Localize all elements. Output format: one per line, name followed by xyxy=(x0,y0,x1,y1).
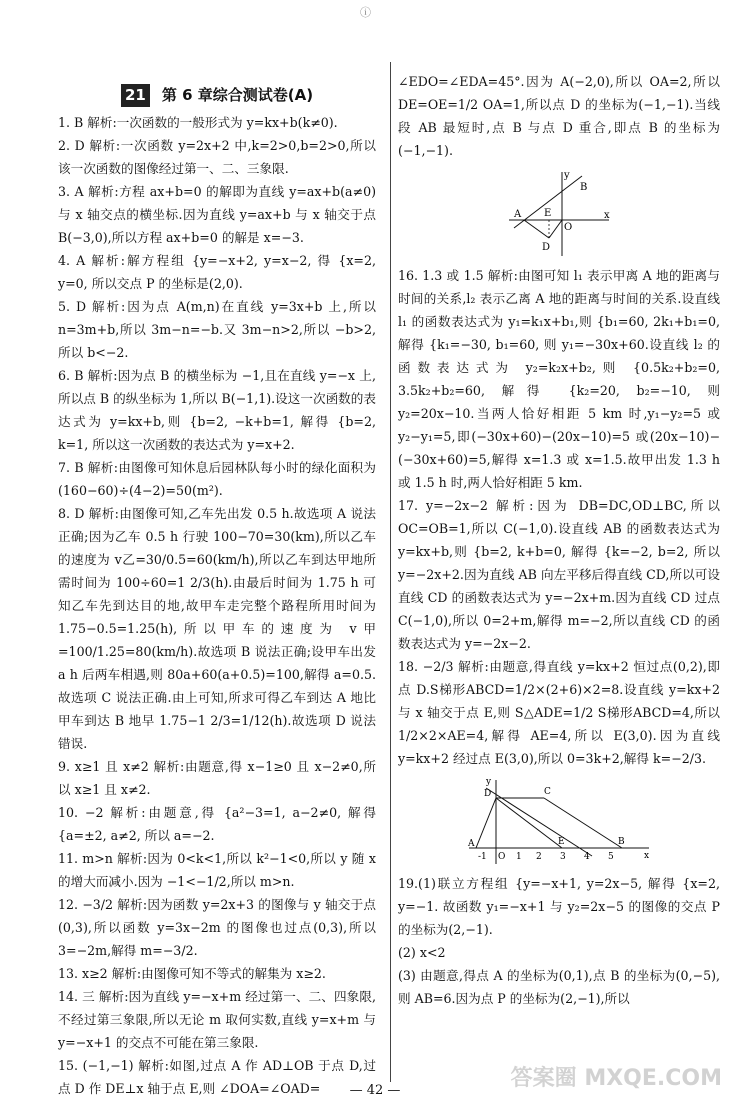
answer-10: 10. −2 解析:由题意,得 {a²−3=1, a−2≠0, 解得 {a=±2, a≠2, 所以 a=−2. xyxy=(58,805,376,843)
answer-1: 1. B 解析:一次函数的一般形式为 y=kx+b(k≠0). xyxy=(58,115,338,130)
column-divider xyxy=(390,62,391,1082)
answer-14: 14. 三 解析:因为直线 y=−x+m 经过第一、二、四象限,不经过第三象限,所以无论 m 取何实数,直线 y=x+m 与 y=−x+1 的交点不可能在第三象限. xyxy=(58,989,376,1050)
answer-19-part3: (3) 由题意,得点 A 的坐标为(0,1),点 B 的坐标为(0,−5),则 AB=6.因为点 P 的坐标为(2,−1),所以 xyxy=(398,968,720,1006)
fig1-label: x xyxy=(604,210,610,221)
fig2-tick: 4 xyxy=(584,852,590,862)
figure-15-graph xyxy=(504,168,614,258)
right-column xyxy=(398,70,720,1010)
left-column xyxy=(58,70,376,1100)
fig2-label: C xyxy=(544,787,551,797)
answer-7: 7. B 解析:由图像可知休息后园林队每小时的绿化面积为(160−60)÷(4−2)=50(m²). xyxy=(58,460,376,498)
section-title: 第 6 章综合测试卷(A) xyxy=(161,86,314,104)
section-badge: 21 xyxy=(121,84,150,107)
answer-8: 8. D 解析:由图像可知,乙车先出发 0.5 h.故选项 A 说法正确;因为乙车 0.5 h 行驶 100−70=30(km),所以乙车的速度为 v乙=30/0.5=60(km/h),所以乙车到达甲地所需时间为 100÷60=1 2/3(h).由最后时间为 1.75 h 可知乙车先到达目的地,故甲车走完整个路程所用时间为 1.75−0.5=1.25(h),所以甲车的速度为 v甲=100/1.25=80(km/h).故选项 B 说法正确;设甲车出发 a h 后两车相遇,则 80a+60(a+0.5)=100,解得 a=0.5.故选项 C 说法正确.由上可知,所求可得乙车到达 A 地比甲车到达 B 地早 1.75−1 2/3=1/12(h).故选项 D 说法错误. xyxy=(58,506,376,751)
fig1-label: A xyxy=(514,209,522,220)
answer-11: 11. m>n 解析:因为 0<k<1,所以 k²−1<0,所以 y 随 x 的增大而减小.因为 −1<−1/2,所以 m>n. xyxy=(58,851,376,889)
answer-19-part2: (2) x<2 xyxy=(398,945,446,960)
answer-13: 13. x≥2 解析:由图像可知不等式的解集为 x≥2. xyxy=(58,966,326,981)
page-number: — 42 — xyxy=(349,1083,401,1098)
answer-15: 15. (−1,−1) 解析:如图,过点 A 作 AD⊥OB 于点 D,过点 D 作 DE⊥x 轴于点 E,则 ∠DOA=∠OAD= xyxy=(58,1058,376,1096)
fig2-label: B xyxy=(618,837,625,847)
fig1-label: D xyxy=(542,242,551,253)
answer-9: 9. x≥1 且 x≠2 解析:由题意,得 x−1≥0 且 x−2≠0,所以 x≥1 且 x≠2. xyxy=(58,759,376,797)
answer-17: 17. y=−2x−2 解析:因为 DB=DC,OD⊥BC,所以 OC=OB=1,所以 C(−1,0).设直线 AB 的函数表达式为 y=kx+b,则 {b=2, k+b=0, 解得 {k=−2, b=2, 所以 y=−2x+2.因为直线 AB 向左平移后得直线 CD,所以可设直线 CD 的函数表达式为 y=−2x+m.因为直线 CD 过点 C(−1,0),所以 0=2+m,解得 m=−2,所以直线 CD 的函数表达式为 y=−2x−2. xyxy=(398,498,720,651)
answer-18: 18. −2/3 解析:由题意,得直线 y=kx+2 恒过点(0,2),即点 D.S梯形ABCD=1/2×(2+6)×2=8.设直线 y=kx+2 与 x 轴交于点 E,则 S△ADE=1/2 S梯形ABCD=4,所以 1/2×2×AE=4,解得 AE=4,所以 E(3,0).因为直线 y=kx+2 经过点 E(3,0),所以 0=3k+2,解得 k=−2/3. xyxy=(398,659,720,766)
section-heading xyxy=(58,84,376,107)
fig2-label: x xyxy=(644,851,650,861)
fig2-label: y xyxy=(486,777,492,787)
fig2-tick: 5 xyxy=(608,852,614,862)
fig1-label: E xyxy=(544,208,552,219)
answer-5: 5. D 解析:因为点 A(m,n)在直线 y=3x+b 上,所以 n=3m+b,所以 3m−n=−b.又 3m−n>2,所以 −b>2,所以 b<−2. xyxy=(58,299,376,360)
answer-15-continued: ∠EDO=∠EDA=45°.因为 A(−2,0),所以 OA=2,所以 DE=OE=1/2 OA=1,所以点 D 的坐标为(−1,−1).当线段 AB 最短时,点 B 与点 D 重合,即点 B 的坐标为(−1,−1). xyxy=(398,74,720,158)
answer-3: 3. A 解析:方程 ax+b=0 的解即为直线 y=ax+b(a≠0)与 x 轴交点的横坐标.因为直线 y=ax+b 与 x 轴交于点 B(−3,0),所以方程 ax+b=0 的解是 x=−3. xyxy=(58,184,376,245)
fig2-tick: 3 xyxy=(560,852,566,862)
fig2-label: D xyxy=(484,789,492,799)
fig1-label: O xyxy=(564,222,573,233)
figure-18-graph xyxy=(464,776,654,866)
top-mark: ⓘ xyxy=(360,6,371,19)
fig2-tick: 2 xyxy=(536,852,542,862)
answer-6: 6. B 解析:因为点 B 的横坐标为 −1,且在直线 y=−x 上,所以点 B 的纵坐标为 1,所以 B(−1,1).设这一次函数的表达式为 y=kx+b,则 {b=2, −k+b=1, 解得 {b=2, k=1, 所以这一次函数的表达式为 y=x+2. xyxy=(58,368,376,452)
fig1-label: y xyxy=(564,170,570,181)
watermark: 答案圈 MXQE.COM xyxy=(510,1066,722,1091)
answer-2: 2. D 解析:一次函数 y=2x+2 中,k=2>0,b=2>0,所以该一次函数的图像经过第一、二、三象限. xyxy=(58,138,376,176)
fig2-label: A xyxy=(468,839,475,849)
answer-19-part1: 19.(1)联立方程组 {y=−x+1, y=2x−5, 解得 {x=2, y=−1. 故函数 y₁=−x+1 与 y₂=2x−5 的图像的交点 P 的坐标为(2,−1). xyxy=(398,876,720,937)
fig2-tick: 1 xyxy=(516,852,522,862)
answer-4: 4. A 解析:解方程组 {y=−x+2, y=x−2, 得 {x=2, y=0, 所以交点 P 的坐标是(2,0). xyxy=(58,253,376,291)
fig1-label: B xyxy=(580,182,588,193)
answer-12: 12. −3/2 解析:因为函数 y=2x+3 的图像与 y 轴交于点(0,3),所以函数 y=3x−2m 的图像也过点(0,3),所以 3=−2m,解得 m=−3/2. xyxy=(58,897,376,958)
fig2-label: E xyxy=(558,837,565,847)
fig2-label: O xyxy=(498,852,506,862)
answer-16: 16. 1.3 或 1.5 解析:由图可知 l₁ 表示甲离 A 地的距离与时间的关系,l₂ 表示乙离 A 地的距离与时间的关系.设直线 l₁ 的函数表达式为 y₁=k₁x+b₁,则 {b₁=60, 2k₁+b₁=0, 解得 {k₁=−30, b₁=60, 则 y₁=−30x+60.设直线 l₂ 的函数表达式为 y₂=k₂x+b₂,则 {0.5k₂+b₂=0, 3.5k₂+b₂=60, 解得 {k₂=20, b₂=−10, 则 y₂=20x−10.当两人恰好相距 5 km 时,y₁−y₂=5 或 y₂−y₁=5,即(−30x+60)−(20x−10)=5 或(20x−10)−(−30x+60)=5,解得 x=1.3 或 x=1.5.故甲出发 1.3 h 或 1.5 h 时,两人恰好相距 5 km. xyxy=(398,268,720,490)
fig2-tick: -1 xyxy=(478,852,487,862)
